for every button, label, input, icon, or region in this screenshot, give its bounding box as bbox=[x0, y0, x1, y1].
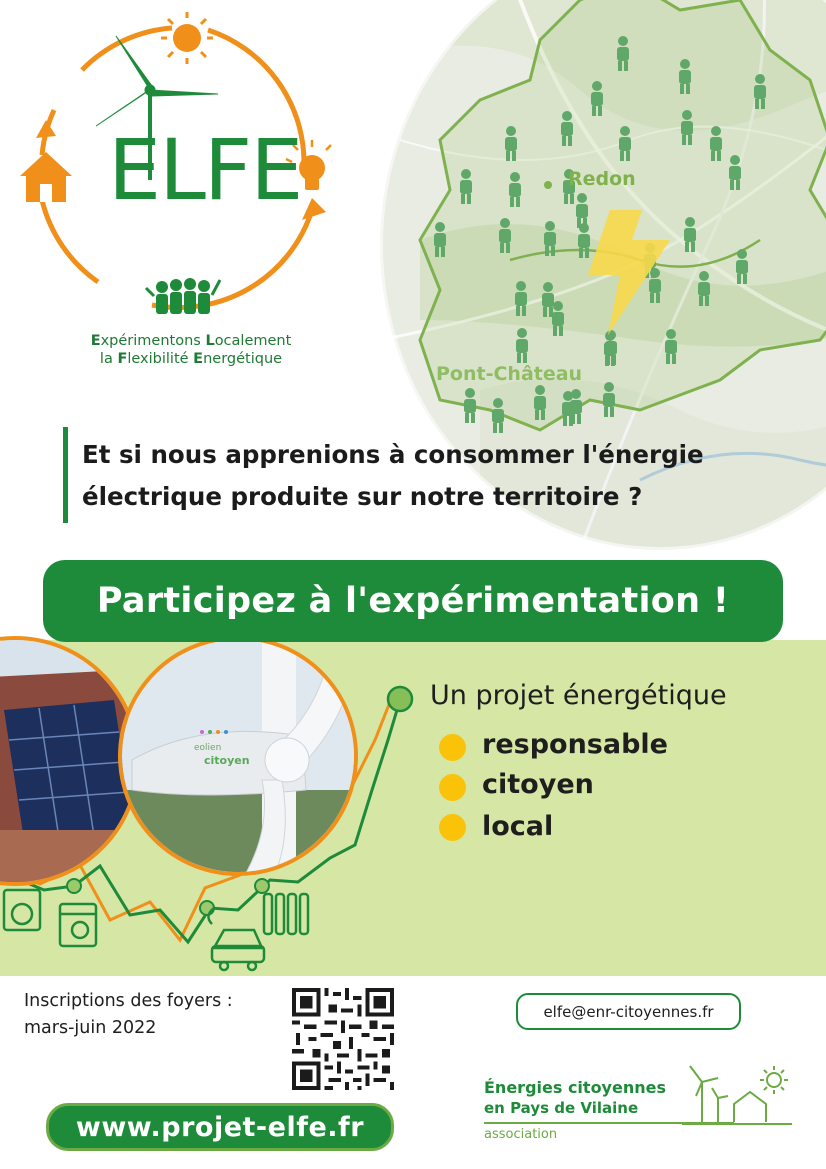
organization-type: association bbox=[484, 1127, 558, 1142]
organization-name: Énergies citoyennes en Pays de Vilaine bbox=[484, 1078, 666, 1117]
website-link[interactable]: www.projet-elfe.fr bbox=[46, 1103, 394, 1151]
organization-logo-icon bbox=[682, 1062, 802, 1142]
map-city-pont-chateau: Pont-Château bbox=[436, 363, 583, 385]
headline bbox=[82, 434, 802, 518]
contact-email[interactable]: elfe@enr-citoyennes.fr bbox=[516, 993, 741, 1030]
logo-tagline: Expérimentons Localement la Flexibilité Energétique bbox=[90, 333, 292, 367]
registration-info: Inscriptions des foyers : mars-juin 2022 bbox=[24, 991, 233, 1038]
map-city-redon: Redon bbox=[568, 168, 636, 190]
qr-code[interactable] bbox=[292, 988, 394, 1090]
bullet-icon bbox=[439, 814, 466, 841]
wind-turbine-photo bbox=[118, 636, 358, 876]
headline-line-1: Et si nous apprenions à consommer l'énergie bbox=[82, 440, 704, 469]
headline-accent-bar bbox=[63, 427, 68, 523]
electric-car-icon bbox=[208, 908, 264, 970]
svg-text:citoyen: citoyen bbox=[204, 754, 250, 767]
bullet-icon bbox=[439, 774, 466, 801]
adjective-responsable: responsable bbox=[482, 729, 668, 760]
adjective-citoyen: citoyen bbox=[482, 769, 594, 800]
elfe-logo bbox=[12, 10, 332, 370]
bullet-icon bbox=[439, 734, 466, 761]
washing-machine-icon bbox=[4, 890, 40, 930]
adjective-local: local bbox=[482, 811, 554, 842]
sun-icon bbox=[161, 12, 213, 64]
dishwasher-icon bbox=[60, 904, 96, 946]
project-intro: Un projet énergétique bbox=[430, 680, 727, 711]
house-icon bbox=[20, 152, 72, 202]
svg-text:eolien: eolien bbox=[194, 743, 222, 753]
logo-title: ELFE bbox=[108, 121, 302, 219]
headline-line-2: électrique produite sur notre territoire ? bbox=[82, 482, 643, 511]
radiator-icon bbox=[264, 894, 308, 934]
participate-banner: Participez à l'expérimentation ! bbox=[43, 560, 783, 642]
